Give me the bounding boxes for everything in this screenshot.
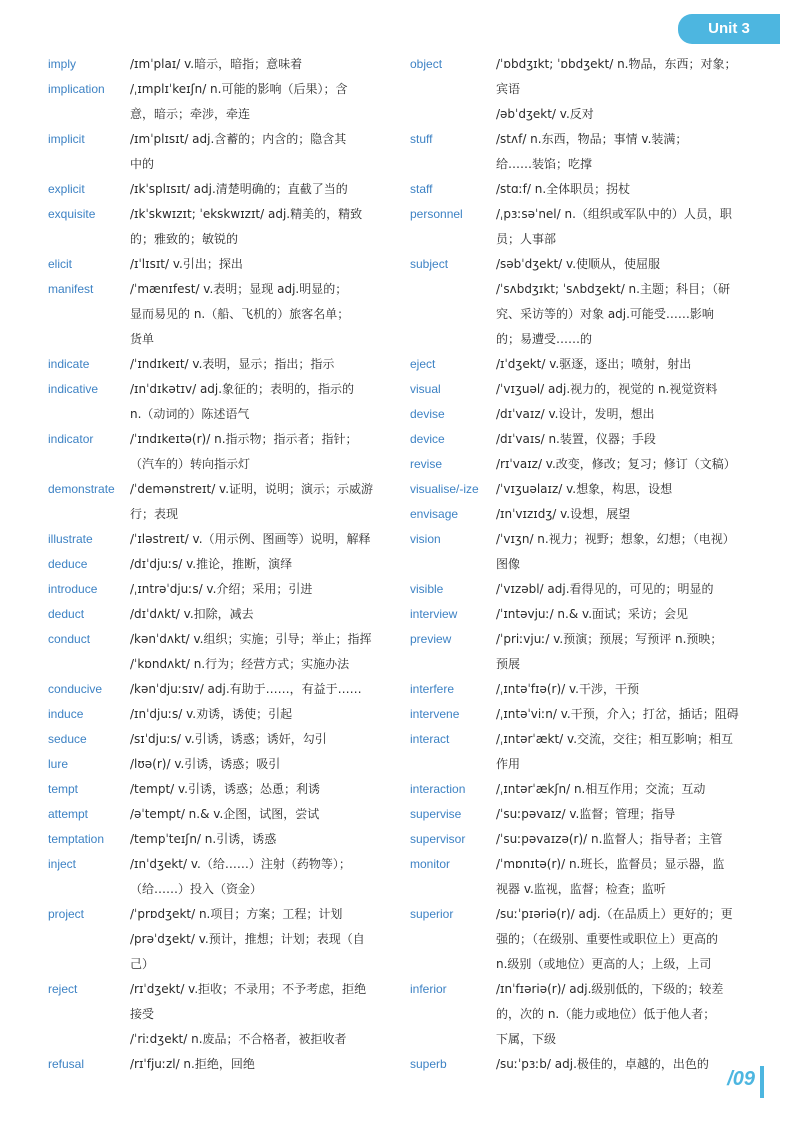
vocab-entry [410,177,770,202]
vocab-word: devise [410,407,445,421]
definition-line: /tempˈteɪʃn/ n.引诱，诱惑 [130,832,277,846]
definition-line: /ˈdemənstreɪt/ v.证明，说明；演示；示威游 [130,482,374,496]
vocab-word: personnel [410,207,463,221]
definition-block [496,252,770,352]
vocab-entry [48,577,393,602]
definition-line: /ɪnˈdʒekt/ v.（给……）注射（药物等）； [130,857,351,871]
vocab-word: preview [410,632,452,646]
definition-line: /ˌpɜːsəˈnel/ n.（组织或军队中的）人员，职 [496,207,732,221]
vocab-entry [48,602,393,627]
vocab-word: conducive [48,682,103,696]
vocab-word: conduct [48,632,91,646]
definition-block [496,677,770,702]
vocab-entry [48,552,393,577]
vocab-word: eject [410,357,436,371]
vocab-word: illustrate [48,532,93,546]
vocab-word: deduct [48,607,85,621]
definition-line: /stɑːf/ n.全体职员；拐杖 [496,182,631,196]
definition-line: 的；易遭受……的 [496,332,593,346]
definition-line: /ˈsʌbdʒɪkt; ˈsʌbdʒekt/ n.主题；科目；（研 [496,282,730,296]
vocab-entry [410,852,770,902]
vocab-entry [410,902,770,977]
definition-line: /ˈvɪzəbl/ adj.看得见的，可见的；明显的 [496,582,714,596]
vocab-word: monitor [410,857,451,871]
definition-block [496,602,770,627]
definition-block [496,727,770,777]
definition-line: （汽车的）转向指示灯 [130,457,251,471]
vocab-entry [48,202,393,252]
vocab-word: seduce [48,732,87,746]
left-column [48,52,393,1077]
vocab-word: indicator [48,432,94,446]
vocab-entry [410,502,770,527]
definition-block [130,752,393,777]
definition-line: 图像 [496,557,521,571]
definition-block [496,177,770,202]
definition-block [130,727,393,752]
definition-line: /ɪnˈfɪəriə(r)/ adj.级别低的，下级的；较差 [496,982,724,996]
definition-line: /ɪnˈdjuːs/ v.劝诱，诱使；引起 [130,707,293,721]
vocab-entry [410,427,770,452]
definition-line: /lʊə(r)/ v.引诱，诱惑；吸引 [130,757,281,771]
vocab-entry [410,827,770,852]
definition-line: 下属，下级 [496,1032,557,1046]
definition-block [130,252,393,277]
vocab-entry [48,177,393,202]
vocab-entry [48,677,393,702]
definition-line: /rɪˈfjuːzl/ n.拒绝，回绝 [130,1057,255,1071]
definition-block [130,802,393,827]
definition-line: /ˈpriːvjuː/ v.预演；预展；写预评 n.预映； [496,632,723,646]
definition-line: /ˈɪləstreɪt/ v.（用示例、图画等）说明，解释 [130,532,371,546]
definition-line: /dɪˈvaɪz/ v.设计，发明，想出 [496,407,655,421]
definition-line: 视器 v.监视，监督；检查；监听 [496,882,666,896]
vocab-entry [410,377,770,402]
definition-line: /ɪkˈskwɪzɪt; ˈekskwɪzɪt/ adj.精美的，精致 [130,207,363,221]
vocab-word: attempt [48,807,89,821]
definition-block [130,77,393,127]
definition-line: /ˈvɪʒuəl/ adj.视力的，视觉的 n.视觉资料 [496,382,718,396]
definition-block [496,52,770,127]
vocab-entry [48,527,393,552]
definition-line: /dɪˈvaɪs/ n.装置，仪器；手段 [496,432,656,446]
vocab-entry [48,477,393,527]
vocab-word: refusal [48,1057,85,1071]
definition-block [496,402,770,427]
definition-block [496,902,770,977]
definition-block [496,802,770,827]
vocab-word: temptation [48,832,105,846]
vocab-entry [48,777,393,802]
vocab-word: interfere [410,682,455,696]
definition-line: 宾语 [496,82,521,96]
vocab-entry [410,727,770,777]
definition-line: /ˈmɒnɪtə(r)/ n.班长，监督员；显示器，监 [496,857,725,871]
vocab-word: superb [410,1057,447,1071]
vocab-entry [410,802,770,827]
definition-line: n.级别（或地位）更高的人；上级，上司 [496,957,712,971]
vocab-entry [410,1052,770,1077]
definition-line: /ɪnˈdɪkətɪv/ adj.象征的；表明的，指示的 [130,382,355,396]
definition-line: 的，次的 n.（能力或地位）低于他人者； [496,1007,716,1021]
vocab-word: exquisite [48,207,96,221]
definition-block [496,202,770,252]
definition-line: （给……）投入（资金） [130,882,263,896]
vocab-word: inject [48,857,77,871]
definition-block [496,452,770,477]
definition-block [496,627,770,677]
page-number: /09 [727,1068,755,1090]
vocab-entry [410,477,770,502]
vocab-entry [48,727,393,752]
vocab-word: supervisor [410,832,466,846]
definition-line: /ˈriːdʒekt/ n.废品；不合格者，被拒收者 [130,1032,347,1046]
definition-line: /ɪkˈsplɪsɪt/ adj.清楚明确的；直截了当的 [130,182,348,196]
vocab-word: interaction [410,782,466,796]
vocab-word: revise [410,457,443,471]
vocab-entry [410,202,770,252]
definition-line: /ɪmˈplaɪ/ v.暗示，暗指；意味着 [130,57,303,71]
definition-line: 意，暗示；牵涉，牵连 [130,107,251,121]
definition-line: /ˌɪntəˈviːn/ v.干预，介入；打岔，插话；阻碍 [496,707,739,721]
definition-block [130,427,393,477]
vocab-entry [48,252,393,277]
definition-block [496,477,770,502]
vocab-word: explicit [48,182,85,196]
vocab-entry [410,677,770,702]
vocab-word: supervise [410,807,462,821]
vocab-word: demonstrate [48,482,115,496]
vocab-word: indicate [48,357,90,371]
definition-line: 行；表现 [130,507,179,521]
definition-block [130,52,393,77]
definition-line: /ˈsuːpəvaɪz/ v.监督；管理；指导 [496,807,676,821]
definition-line: 的；雅致的；敏锐的 [130,232,239,246]
vocab-entry [410,577,770,602]
definition-line: /kənˈdʌkt/ v.组织；实施；引导；举止；指挥 [130,632,372,646]
definition-block [130,527,393,552]
vocab-entry [410,352,770,377]
vocab-word: project [48,907,85,921]
definition-block [496,577,770,602]
definition-line: 员；人事部 [496,232,557,246]
vocab-entry [48,802,393,827]
definition-block [130,352,393,377]
definition-line: /stʌf/ n.东西，物品；事情 v.装满； [496,132,688,146]
definition-block [130,602,393,627]
definition-line: /ˈvɪʒuəlaɪz/ v.想象，构思，设想 [496,482,673,496]
vocab-word: interview [410,607,458,621]
vocab-entry [48,352,393,377]
definition-block [130,977,393,1052]
definition-block [130,827,393,852]
definition-block [496,377,770,402]
definition-line: 货单 [130,332,155,346]
definition-line: 究、采访等的）对象 adj.可能受……影响 [496,307,714,321]
vocab-entry [410,702,770,727]
definition-line: /sɪˈdjuːs/ v.引诱，诱惑；诱奸，勾引 [130,732,327,746]
definition-line: /ˈsuːpəvaɪzə(r)/ n.监督人；指导者；主管 [496,832,723,846]
definition-line: /səbˈdʒekt/ v.使顺从，使屈服 [496,257,661,271]
definition-block [496,702,770,727]
definition-line: /ˈɒbdʒɪkt; ˈɒbdʒekt/ n.物品，东西；对象； [496,57,737,71]
right-column [410,52,770,1077]
definition-block [130,702,393,727]
definition-block [130,377,393,427]
definition-block [130,577,393,602]
definition-line: 给……装馅；吃撑 [496,157,593,171]
definition-block [130,777,393,802]
definition-line: /ˈɪntəvjuː/ n.& v.面试；采访；会见 [496,607,689,621]
definition-line: /ɪˈdʒekt/ v.驱逐，逐出；喷射，射出 [496,357,692,371]
definition-block [496,827,770,852]
definition-line: /ˈɪndɪkeɪtə(r)/ n.指示物；指示者；指针； [130,432,358,446]
vocab-word: introduce [48,582,98,596]
page-bar [760,1066,764,1098]
definition-line: /əbˈdʒekt/ v.反对 [496,107,594,121]
definition-line: /prəˈdʒekt/ v.预计，推想；计划；表现（自 [130,932,365,946]
vocab-word: visualise/-ize [410,482,479,496]
vocab-entry [48,427,393,477]
vocab-entry [410,402,770,427]
vocab-word: subject [410,257,449,271]
vocab-entry [410,127,770,177]
definition-line: /dɪˈdjuːs/ v.推论，推断，演绎 [130,557,293,571]
definition-line: n.（动词的）陈述语气 [130,407,250,421]
definition-line: /ˈɪndɪkeɪt/ v.表明，显示；指出；指示 [130,357,335,371]
vocab-entry [410,777,770,802]
definition-block [496,977,770,1052]
vocab-word: lure [48,757,69,771]
vocab-word: visual [410,382,441,396]
definition-line: /rɪˈdʒekt/ v.拒收；不录用；不予考虑，拒绝 [130,982,367,996]
vocab-entry [48,752,393,777]
definition-block [496,777,770,802]
vocab-word: stuff [410,132,433,146]
definition-block [130,552,393,577]
vocab-word: superior [410,907,454,921]
definition-line: /ˌɪntərˈækt/ v.交流，交往；相互影响；相互 [496,732,734,746]
definition-block [130,852,393,902]
definition-line: /rɪˈvaɪz/ v.改变，修改；复习；修订（文稿） [496,457,736,471]
definition-line: /dɪˈdʌkt/ v.扣除，减去 [130,607,254,621]
definition-block [130,177,393,202]
vocab-entry [48,277,393,352]
vocab-word: staff [410,182,433,196]
vocab-entry [48,702,393,727]
vocab-word: visible [410,582,444,596]
vocab-word: implicit [48,132,85,146]
vocab-word: reject [48,982,78,996]
definition-line: /ɪmˈplɪsɪt/ adj.含蓄的；内含的；隐含其 [130,132,347,146]
definition-block [496,852,770,902]
vocab-entry [410,977,770,1052]
vocab-word: envisage [410,507,459,521]
vocab-entry [48,127,393,177]
definition-line: 接受 [130,1007,155,1021]
vocab-entry [410,527,770,577]
vocab-entry [410,252,770,352]
vocab-word: intervene [410,707,460,721]
definition-line: /ˈprɒdʒekt/ n.项目；方案；工程；计划 [130,907,343,921]
definition-line: /ˈkɒndʌkt/ n.行为；经营方式；实施办法 [130,657,350,671]
definition-line: /suːˈpɪəriə(r)/ adj.（在品质上）更好的；更 [496,907,733,921]
vocab-word: interact [410,732,450,746]
definition-block [130,477,393,527]
vocab-word: indicative [48,382,99,396]
vocab-entry [48,377,393,427]
vocab-word: vision [410,532,441,546]
definition-line: 己） [130,957,155,971]
definition-line: /ˈmænɪfest/ v.表明；显现 adj.明显的； [130,282,348,296]
vocab-entry [48,827,393,852]
definition-block [130,677,393,702]
vocab-word: manifest [48,282,94,296]
definition-block [130,277,393,352]
definition-line: /ˌɪntəˈfɪə(r)/ v.干涉，干预 [496,682,639,696]
unit-badge: Unit 3 [678,14,780,44]
vocab-word: inferior [410,982,447,996]
definition-line: 作用 [496,757,521,771]
definition-block [130,627,393,677]
definition-line: /ɪˈlɪsɪt/ v.引出；探出 [130,257,243,271]
definition-line: 强的；（在级别、重要性或职位上）更高的 [496,932,719,946]
definition-line: /ˌɪmplɪˈkeɪʃn/ n.可能的影响（后果）；含 [130,82,348,96]
definition-line: 预展 [496,657,521,671]
definition-line: /əˈtempt/ n.& v.企图，试图，尝试 [130,807,320,821]
vocab-entry [410,627,770,677]
definition-block [496,352,770,377]
vocab-word: object [410,57,443,71]
definition-block [496,127,770,177]
definition-line: /ɪnˈvɪzɪdʒ/ v.设想，展望 [496,507,631,521]
definition-line: /ˌɪntərˈækʃn/ n.相互作用；交流；互动 [496,782,706,796]
vocab-entry [410,452,770,477]
vocab-entry [410,602,770,627]
definition-block [130,127,393,177]
definition-line: /kənˈdjuːsɪv/ adj.有助于……，有益于…… [130,682,362,696]
vocab-entry [48,627,393,677]
vocab-word: device [410,432,445,446]
vocab-word: elicit [48,257,73,271]
definition-block [130,902,393,977]
vocab-entry [48,977,393,1052]
vocab-word: induce [48,707,84,721]
vocab-entry [48,77,393,127]
definition-line: /ˈvɪʒn/ n.视力；视野；想象，幻想；（电视） [496,532,735,546]
vocab-entry [48,1052,393,1077]
definition-block [496,427,770,452]
vocab-entry [48,52,393,77]
vocab-word: imply [48,57,77,71]
vocab-entry [48,902,393,977]
vocab-word: tempt [48,782,79,796]
vocab-word: implication [48,82,105,96]
definition-block [496,502,770,527]
definition-line: 中的 [130,157,155,171]
vocab-entry [410,52,770,127]
definition-block [130,1052,393,1077]
definition-line: /ˌɪntrəˈdjuːs/ v.介绍；采用；引进 [130,582,313,596]
definition-block [130,202,393,252]
definition-line: 显而易见的 n.（船、飞机的）旅客名单； [130,307,350,321]
definition-block [496,527,770,577]
definition-line: /suːˈpɜːb/ adj.极佳的，卓越的，出色的 [496,1057,709,1071]
definition-line: /tempt/ v.引诱，诱惑；怂恿；利诱 [130,782,320,796]
vocab-entry [48,852,393,902]
vocab-word: deduce [48,557,88,571]
